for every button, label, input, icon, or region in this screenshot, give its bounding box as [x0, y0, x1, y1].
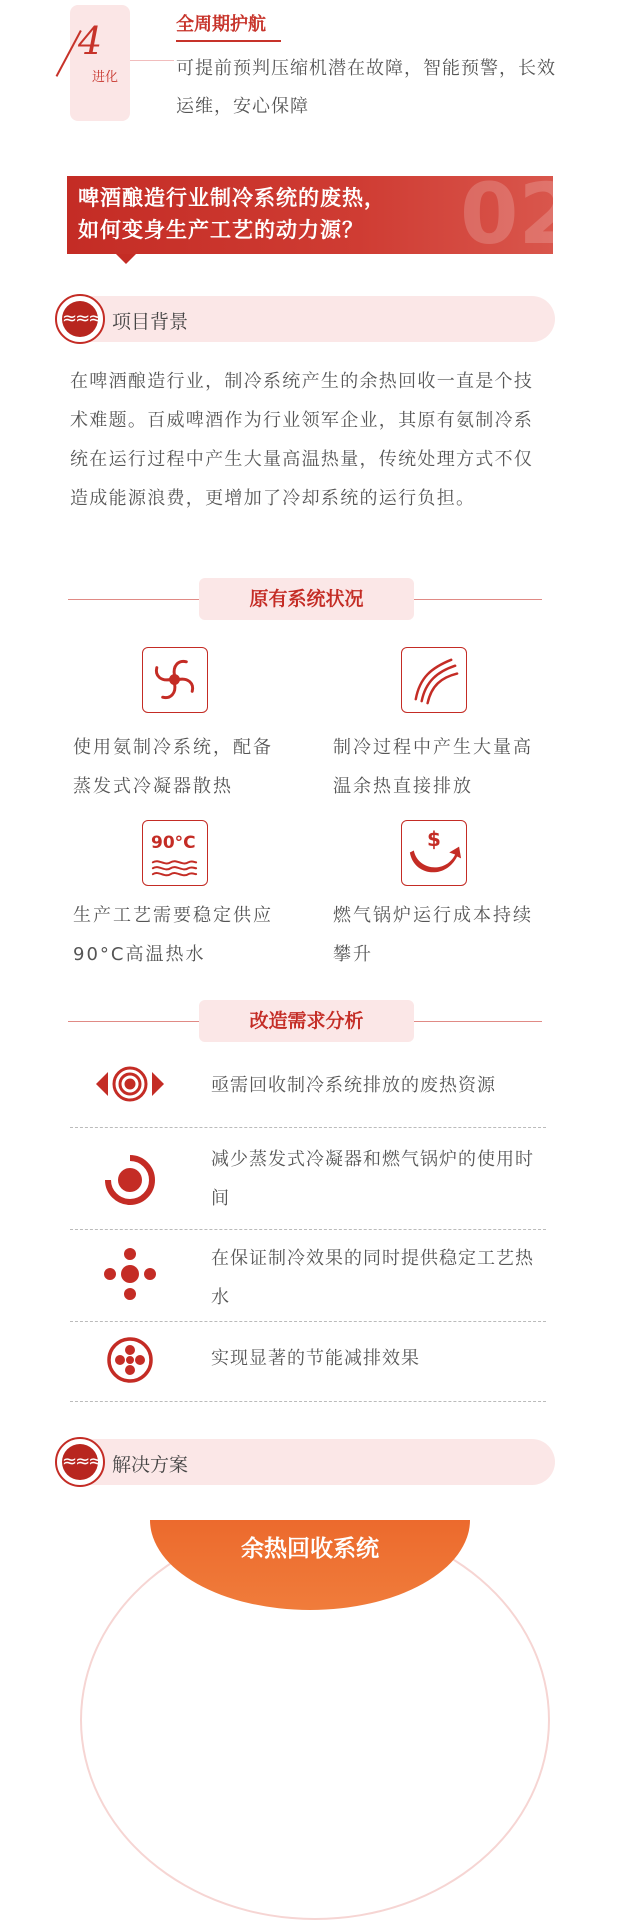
row-separator — [70, 1321, 546, 1322]
cost-rising-icon — [401, 820, 467, 886]
heat-waves-icon — [401, 647, 467, 713]
fan-icon — [142, 647, 208, 713]
row-separator — [70, 1127, 546, 1128]
solution-header: 解决方案 — [112, 1454, 189, 1476]
recycle-heat-icon — [94, 1062, 166, 1106]
row-separator — [70, 1229, 546, 1230]
need-text-1: 亟需回收制冷系统排放的废热资源 — [211, 1075, 496, 1096]
solution-cap-text: 余热回收系统 — [241, 1536, 379, 1562]
step-title: 全周期护航 — [176, 14, 266, 35]
step-number: 4 — [78, 19, 103, 63]
original-header: 原有系统状况 — [249, 588, 364, 610]
dollar-sign: $ — [427, 827, 441, 851]
section-title-line2: 如何变身生产工艺的动力源？ — [78, 218, 364, 242]
temperature-90-icon — [142, 820, 208, 886]
step-word: 进化 — [92, 70, 119, 85]
background-paragraph: 在啤酒酿造行业，制冷系统产生的余热回收一直是个技术难题。百威啤酒作为行业领军企业，其原有氨制冷系统在运行过程中产生大量高温热量，传统处理方式不仅造成能源浪费，更增加了冷却系统的运行负担。 — [70, 371, 534, 509]
heat-wave-badge-icon: ≈≈≈ — [55, 1437, 105, 1487]
title-underline — [176, 40, 281, 42]
connector-line — [130, 60, 174, 61]
temperature-badge: 90°C — [151, 833, 196, 853]
need-text-3: 在保证制冷效果的同时提供稳定工艺热水 — [211, 1248, 534, 1308]
section-title — [78, 182, 478, 246]
feature-text-2: 制冷过程中产生大量高温余热直接排放 — [333, 737, 533, 797]
feature-text-3: 生产工艺需要稳定供应90°C高温热水 — [73, 905, 273, 965]
network-icon — [104, 1248, 156, 1300]
need-text-4: 实现显著的节能减排效果 — [211, 1348, 420, 1369]
feature-text-4: 燃气锅炉运行成本持续攀升 — [333, 905, 533, 965]
needs-header: 改造需求分析 — [249, 1010, 364, 1032]
step-description: 可提前预判压缩机潜在故障，智能预警，长效运维，安心保障 — [176, 58, 556, 117]
row-separator — [70, 1401, 546, 1402]
feature-text-1: 使用氨制冷系统，配备蒸发式冷凝器散热 — [73, 737, 273, 797]
section-number: 02 — [460, 165, 577, 263]
need-text-2: 减少蒸发式冷凝器和燃气锅炉的使用时间 — [211, 1149, 534, 1209]
reduce-icon — [104, 1154, 156, 1206]
energy-save-icon — [104, 1334, 156, 1386]
section-title-line1: 啤酒酿造行业制冷系统的废热， — [78, 186, 386, 210]
background-header: 项目背景 — [112, 311, 189, 333]
heat-wave-badge-icon: ≈≈≈ — [55, 294, 105, 344]
banner-pointer — [116, 254, 136, 264]
